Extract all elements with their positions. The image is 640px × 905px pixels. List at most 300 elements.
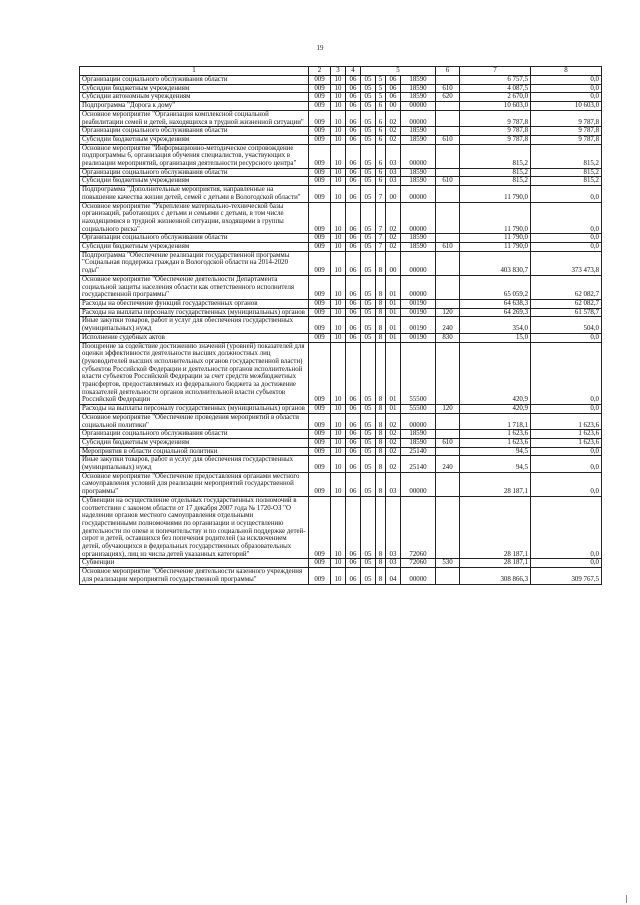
row-value-cell: 009 — [309, 186, 331, 202]
row-value-cell: 10 — [331, 559, 346, 568]
row-value-cell: 620 — [436, 93, 460, 102]
row-value-cell — [436, 299, 460, 308]
header-cell: 5 — [361, 67, 436, 76]
row-value-cell: 05 — [361, 342, 376, 405]
scan-mark — [626, 895, 627, 903]
row-value-cell: 18590 — [401, 243, 436, 252]
row-value-cell: 06 — [346, 447, 361, 456]
row-value-cell: 0,0 — [531, 342, 602, 405]
table-row — [80, 342, 602, 405]
row-value-cell: 009 — [309, 177, 331, 186]
row-value-cell: 10 — [331, 127, 346, 136]
row-value-cell: 06 — [346, 405, 361, 414]
row-value-cell — [436, 251, 460, 275]
row-value-cell: 6 757,5 — [460, 76, 531, 85]
row-name-cell: Исполнение судебных актов — [80, 333, 309, 342]
row-value-cell: 5 — [376, 76, 386, 85]
table-row — [80, 168, 602, 177]
row-value-cell: 01 — [386, 405, 401, 414]
row-value-cell: 01 — [386, 342, 401, 405]
header-cell: 1 — [80, 67, 309, 76]
table-row — [80, 177, 602, 186]
row-name-cell: Основное мероприятие "Обеспечение деятельности Департамента социальной защиты населения области как ответственного исполнителя государственной программы" — [80, 275, 309, 299]
row-value-cell: 8 — [376, 559, 386, 568]
row-value-cell: 8 — [376, 333, 386, 342]
table-row — [80, 84, 602, 93]
table-row — [80, 275, 602, 299]
row-value-cell: 06 — [386, 84, 401, 93]
row-value-cell — [436, 168, 460, 177]
row-value-cell: 8 — [376, 308, 386, 317]
row-value-cell: 8 — [376, 496, 386, 559]
row-value-cell: 8 — [376, 317, 386, 333]
row-value-cell: 06 — [346, 127, 361, 136]
row-value-cell: 10 — [331, 202, 346, 234]
row-value-cell: 0,0 — [531, 447, 602, 456]
row-value-cell: 240 — [436, 317, 460, 333]
table-row — [80, 405, 602, 414]
row-value-cell: 00000 — [401, 568, 436, 584]
row-value-cell: 8 — [376, 472, 386, 496]
row-value-cell: 05 — [361, 251, 376, 275]
row-value-cell: 0,0 — [531, 456, 602, 472]
row-value-cell: 05 — [361, 127, 376, 136]
row-value-cell: 610 — [436, 135, 460, 144]
row-value-cell: 06 — [346, 496, 361, 559]
row-value-cell — [436, 496, 460, 559]
row-value-cell: 00000 — [401, 202, 436, 234]
row-value-cell: 10 — [331, 413, 346, 429]
row-value-cell: 9 787,8 — [460, 127, 531, 136]
row-name-cell: Подпрограмма "Дорога к дому" — [80, 102, 309, 111]
row-value-cell: 0,0 — [531, 84, 602, 93]
row-value-cell: 7 — [376, 243, 386, 252]
row-value-cell: 64 269,3 — [460, 308, 531, 317]
row-value-cell: 11 790,0 — [460, 186, 531, 202]
row-value-cell: 65 059,2 — [460, 275, 531, 299]
row-value-cell: 009 — [309, 234, 331, 243]
row-value-cell: 06 — [346, 559, 361, 568]
row-value-cell: 06 — [346, 84, 361, 93]
row-value-cell: 10 — [331, 568, 346, 584]
row-value-cell — [436, 202, 460, 234]
row-value-cell: 10 — [331, 317, 346, 333]
row-name-cell: Основное мероприятие "Обеспечение предоставления органами местного самоуправления условий для реализации мероприятий государственной программы" — [80, 472, 309, 496]
row-value-cell: 05 — [361, 234, 376, 243]
row-value-cell: 05 — [361, 308, 376, 317]
row-value-cell: 05 — [361, 438, 376, 447]
row-value-cell: 06 — [346, 299, 361, 308]
row-value-cell: 0,0 — [531, 559, 602, 568]
row-value-cell: 1 623,6 — [531, 413, 602, 429]
row-value-cell: 7 — [376, 234, 386, 243]
row-value-cell: 8 — [376, 275, 386, 299]
row-name-cell: Организации социального обслуживания области — [80, 234, 309, 243]
row-value-cell: 009 — [309, 447, 331, 456]
row-value-cell: 15,0 — [460, 333, 531, 342]
row-value-cell: 05 — [361, 559, 376, 568]
row-value-cell: 06 — [346, 456, 361, 472]
row-value-cell: 01 — [386, 333, 401, 342]
row-value-cell: 06 — [346, 168, 361, 177]
row-value-cell: 815,2 — [460, 144, 531, 168]
row-name-cell: Субвенции на осуществление отдельных государственных полномочий в соответствии с законом области от 17 декабря 2007 года № 1720-ОЗ "О наделении органов местного самоуправления отдельными государственными полномочиями по организации и осуществлению деятельности по опеке и попечительству и по социальной поддержке детей-сирот и детей, оставшихся без попечения родителей (за исключением детей, обучающихся в федеральных государственных образовательных организациях), лиц из числа детей указанных категорий" — [80, 496, 309, 559]
row-value-cell: 815,2 — [460, 168, 531, 177]
row-value-cell: 28 187,1 — [460, 472, 531, 496]
row-value-cell: 7 — [376, 186, 386, 202]
row-value-cell — [436, 102, 460, 111]
row-value-cell: 05 — [361, 333, 376, 342]
row-value-cell: 05 — [361, 430, 376, 439]
page-number: 19 — [316, 44, 324, 52]
row-value-cell: 05 — [361, 496, 376, 559]
row-value-cell: 94,5 — [460, 456, 531, 472]
table-row — [80, 496, 602, 559]
row-value-cell: 10 — [331, 496, 346, 559]
row-value-cell: 0,0 — [531, 472, 602, 496]
row-value-cell: 01 — [386, 308, 401, 317]
row-value-cell: 03 — [386, 559, 401, 568]
header-cell: 2 — [309, 67, 331, 76]
row-name-cell: Иные закупки товаров, работ и услуг для обеспечения государственных (муниципальных) нужд — [80, 456, 309, 472]
row-value-cell: 01 — [386, 317, 401, 333]
row-value-cell: 10 — [331, 177, 346, 186]
row-value-cell: 05 — [361, 299, 376, 308]
row-value-cell: 06 — [346, 76, 361, 85]
row-value-cell — [436, 234, 460, 243]
row-name-cell: Субсидии бюджетным учреждениям — [80, 438, 309, 447]
row-value-cell: 05 — [361, 447, 376, 456]
row-value-cell — [436, 413, 460, 429]
row-value-cell: 06 — [346, 234, 361, 243]
row-name-cell: Организации социального обслуживания области — [80, 127, 309, 136]
row-value-cell: 02 — [386, 243, 401, 252]
row-value-cell: 2 670,0 — [460, 93, 531, 102]
row-value-cell: 5 — [376, 93, 386, 102]
row-value-cell: 06 — [346, 472, 361, 496]
row-value-cell: 06 — [346, 275, 361, 299]
table-row — [80, 127, 602, 136]
row-value-cell: 10 603,0 — [460, 102, 531, 111]
table-row — [80, 559, 602, 568]
row-value-cell: 6 — [376, 144, 386, 168]
row-value-cell — [436, 76, 460, 85]
row-value-cell: 6 — [376, 168, 386, 177]
row-value-cell: 1 718,1 — [460, 413, 531, 429]
row-value-cell: 06 — [346, 251, 361, 275]
row-value-cell: 06 — [346, 438, 361, 447]
row-value-cell: 18590 — [401, 177, 436, 186]
row-value-cell: 6 — [376, 177, 386, 186]
table-row — [80, 93, 602, 102]
row-value-cell: 009 — [309, 127, 331, 136]
row-value-cell: 10 — [331, 93, 346, 102]
row-value-cell: 01 — [386, 275, 401, 299]
row-value-cell: 9 787,8 — [531, 110, 602, 126]
row-value-cell: 10 — [331, 472, 346, 496]
row-value-cell: 05 — [361, 275, 376, 299]
table-row — [80, 110, 602, 126]
header-cell: 3 — [331, 67, 346, 76]
table-row — [80, 299, 602, 308]
table-row — [80, 438, 602, 447]
row-value-cell: 06 — [346, 317, 361, 333]
row-value-cell: 610 — [436, 84, 460, 93]
row-value-cell: 009 — [309, 333, 331, 342]
row-value-cell: 009 — [309, 299, 331, 308]
row-value-cell: 10 — [331, 299, 346, 308]
row-value-cell: 01 — [386, 299, 401, 308]
row-value-cell: 10 — [331, 102, 346, 111]
row-name-cell: Основное мероприятие "Обеспечение деятельности казенного учреждения для реализации мероприятий государственной программы" — [80, 568, 309, 584]
row-value-cell: 18590 — [401, 168, 436, 177]
row-value-cell: 009 — [309, 456, 331, 472]
row-name-cell: Основное мероприятие "Обеспечение проведения мероприятий в области социальной политики" — [80, 413, 309, 429]
row-value-cell: 420,9 — [460, 405, 531, 414]
row-value-cell: 05 — [361, 243, 376, 252]
row-name-cell: Субсидии бюджетным учреждениям — [80, 84, 309, 93]
row-value-cell: 02 — [386, 127, 401, 136]
row-value-cell: 00190 — [401, 317, 436, 333]
row-value-cell: 0,0 — [531, 186, 602, 202]
row-value-cell — [436, 275, 460, 299]
row-value-cell: 9 787,8 — [531, 135, 602, 144]
row-value-cell: 009 — [309, 243, 331, 252]
row-value-cell — [436, 342, 460, 405]
row-value-cell: 610 — [436, 243, 460, 252]
row-value-cell: 8 — [376, 438, 386, 447]
row-name-cell: Основное мероприятие "Укрепление материально-технической базы организаций, работающих с детьми и семьями с детьми, в том числе находящимися в трудной жизненной ситуации, входящими в группы социального риска" — [80, 202, 309, 234]
row-value-cell: 64 638,3 — [460, 299, 531, 308]
table-row — [80, 135, 602, 144]
row-value-cell: 10 — [331, 110, 346, 126]
row-value-cell: 05 — [361, 93, 376, 102]
row-value-cell: 00000 — [401, 110, 436, 126]
row-value-cell: 25140 — [401, 456, 436, 472]
row-value-cell: 06 — [346, 144, 361, 168]
row-value-cell: 009 — [309, 275, 331, 299]
row-name-cell: Субсидии бюджетным учреждениям — [80, 243, 309, 252]
table-row — [80, 102, 602, 111]
row-name-cell: Расходы на выплаты персоналу государственных (муниципальных) органов — [80, 308, 309, 317]
row-value-cell: 18590 — [401, 93, 436, 102]
row-value-cell: 009 — [309, 144, 331, 168]
row-value-cell: 06 — [346, 243, 361, 252]
row-value-cell: 1 623,6 — [460, 430, 531, 439]
row-value-cell — [436, 568, 460, 584]
row-name-cell: Иные закупки товаров, работ и услуг для обеспечения государственных (муниципальных) нужд — [80, 317, 309, 333]
row-name-cell: Субвенции — [80, 559, 309, 568]
row-value-cell: 309 767,5 — [531, 568, 602, 584]
row-value-cell: 11 790,0 — [460, 234, 531, 243]
row-value-cell: 240 — [436, 456, 460, 472]
row-value-cell: 8 — [376, 413, 386, 429]
row-value-cell: 009 — [309, 342, 331, 405]
row-value-cell — [436, 144, 460, 168]
row-value-cell: 10 — [331, 447, 346, 456]
row-value-cell: 11 790,0 — [460, 243, 531, 252]
row-value-cell: 610 — [436, 177, 460, 186]
row-value-cell: 05 — [361, 413, 376, 429]
row-value-cell: 830 — [436, 333, 460, 342]
row-value-cell: 009 — [309, 93, 331, 102]
row-value-cell: 009 — [309, 202, 331, 234]
table-row — [80, 317, 602, 333]
row-value-cell: 009 — [309, 568, 331, 584]
row-value-cell — [436, 447, 460, 456]
row-value-cell: 0,0 — [531, 234, 602, 243]
row-value-cell: 1 623,6 — [460, 438, 531, 447]
row-value-cell: 009 — [309, 413, 331, 429]
row-value-cell: 03 — [386, 496, 401, 559]
row-value-cell: 009 — [309, 135, 331, 144]
row-value-cell: 0,0 — [531, 496, 602, 559]
row-value-cell: 04 — [386, 568, 401, 584]
table-row — [80, 308, 602, 317]
row-name-cell: Субсидии автономным учреждениям — [80, 93, 309, 102]
row-value-cell: 10 — [331, 168, 346, 177]
row-value-cell: 8 — [376, 405, 386, 414]
row-value-cell: 06 — [346, 186, 361, 202]
budget-table — [79, 66, 602, 585]
row-value-cell: 1 623,6 — [531, 430, 602, 439]
row-value-cell: 8 — [376, 456, 386, 472]
row-value-cell: 8 — [376, 342, 386, 405]
row-value-cell: 6 — [376, 110, 386, 126]
row-value-cell: 10 — [331, 76, 346, 85]
row-value-cell: 00 — [386, 186, 401, 202]
row-value-cell: 00000 — [401, 102, 436, 111]
row-value-cell: 05 — [361, 110, 376, 126]
row-value-cell: 18590 — [401, 438, 436, 447]
row-value-cell: 009 — [309, 496, 331, 559]
row-value-cell: 05 — [361, 76, 376, 85]
row-value-cell: 00 — [386, 102, 401, 111]
row-value-cell: 05 — [361, 84, 376, 93]
row-value-cell: 06 — [346, 333, 361, 342]
header-cell: 4 — [346, 67, 361, 76]
row-value-cell: 02 — [386, 430, 401, 439]
table-row — [80, 251, 602, 275]
row-value-cell: 02 — [386, 438, 401, 447]
row-value-cell: 00190 — [401, 299, 436, 308]
row-value-cell: 504,0 — [531, 317, 602, 333]
table-row — [80, 144, 602, 168]
row-value-cell: 02 — [386, 413, 401, 429]
table-row — [80, 472, 602, 496]
table-row — [80, 447, 602, 456]
row-value-cell: 009 — [309, 472, 331, 496]
row-value-cell: 009 — [309, 110, 331, 126]
row-value-cell: 0,0 — [531, 202, 602, 234]
row-name-cell: Расходы на выплаты персоналу государственных (муниципальных) органов — [80, 405, 309, 414]
row-value-cell: 03 — [386, 168, 401, 177]
row-value-cell: 815,2 — [531, 177, 602, 186]
row-name-cell: Мероприятия в области социальной политики — [80, 447, 309, 456]
row-value-cell: 06 — [346, 568, 361, 584]
row-value-cell: 00000 — [401, 251, 436, 275]
row-value-cell: 8 — [376, 568, 386, 584]
row-value-cell: 06 — [346, 202, 361, 234]
row-value-cell: 530 — [436, 559, 460, 568]
row-value-cell: 25140 — [401, 447, 436, 456]
table-header-row — [80, 67, 602, 76]
row-value-cell: 06 — [386, 76, 401, 85]
row-value-cell: 62 082,7 — [531, 275, 602, 299]
row-value-cell: 05 — [361, 472, 376, 496]
row-value-cell: 0,0 — [531, 243, 602, 252]
row-value-cell: 05 — [361, 144, 376, 168]
row-name-cell: Подпрограмма "Обеспечение реализации государственной программы "Социальная поддержка граждан в Вологодской области на 2014-2020 годы" — [80, 251, 309, 275]
table-row — [80, 430, 602, 439]
row-value-cell — [436, 110, 460, 126]
row-value-cell: 18590 — [401, 430, 436, 439]
row-value-cell: 00000 — [401, 144, 436, 168]
table-row — [80, 243, 602, 252]
row-value-cell: 03 — [386, 472, 401, 496]
row-value-cell: 6 — [376, 127, 386, 136]
header-cell: 6 — [436, 67, 460, 76]
row-value-cell: 00000 — [401, 472, 436, 496]
row-value-cell: 8 — [376, 251, 386, 275]
row-name-cell: Организации социального обслуживания области — [80, 76, 309, 85]
row-value-cell: 00 — [386, 251, 401, 275]
row-value-cell: 10 603,0 — [531, 102, 602, 111]
row-value-cell: 02 — [386, 202, 401, 234]
row-value-cell: 009 — [309, 76, 331, 85]
row-value-cell: 02 — [386, 110, 401, 126]
row-value-cell: 009 — [309, 405, 331, 414]
row-value-cell: 10 — [331, 234, 346, 243]
row-value-cell: 06 — [346, 110, 361, 126]
row-value-cell: 009 — [309, 430, 331, 439]
row-value-cell: 0,0 — [531, 333, 602, 342]
row-value-cell: 7 — [376, 202, 386, 234]
row-name-cell: Основное мероприятие "Информационно-методическое сопровождение подпрограммы 6, организация обучения специалистов, участвующих в реализации мероприятий, организация деятельности ресурсного центра" — [80, 144, 309, 168]
row-value-cell: 02 — [386, 447, 401, 456]
table-row — [80, 333, 602, 342]
table-body — [80, 76, 602, 585]
row-value-cell: 5 — [376, 84, 386, 93]
row-value-cell: 6 — [376, 102, 386, 111]
row-value-cell: 120 — [436, 308, 460, 317]
row-value-cell: 18590 — [401, 234, 436, 243]
row-value-cell: 06 — [346, 342, 361, 405]
row-value-cell: 373 473,8 — [531, 251, 602, 275]
row-value-cell: 0,0 — [531, 93, 602, 102]
row-value-cell: 815,2 — [531, 144, 602, 168]
row-value-cell: 00190 — [401, 308, 436, 317]
row-value-cell: 94,5 — [460, 447, 531, 456]
row-value-cell: 00190 — [401, 333, 436, 342]
row-value-cell: 10 — [331, 84, 346, 93]
row-value-cell: 8 — [376, 430, 386, 439]
row-value-cell: 4 087,5 — [460, 84, 531, 93]
table-row — [80, 234, 602, 243]
row-value-cell: 10 — [331, 243, 346, 252]
row-value-cell: 06 — [346, 413, 361, 429]
row-value-cell: 308 866,3 — [460, 568, 531, 584]
row-value-cell — [436, 186, 460, 202]
header-cell: 7 — [460, 67, 531, 76]
row-value-cell: 55500 — [401, 405, 436, 414]
row-value-cell: 009 — [309, 84, 331, 93]
row-value-cell: 10 — [331, 456, 346, 472]
header-cell: 8 — [531, 67, 602, 76]
row-value-cell: 10 — [331, 438, 346, 447]
row-value-cell: 06 — [346, 135, 361, 144]
table-row — [80, 202, 602, 234]
